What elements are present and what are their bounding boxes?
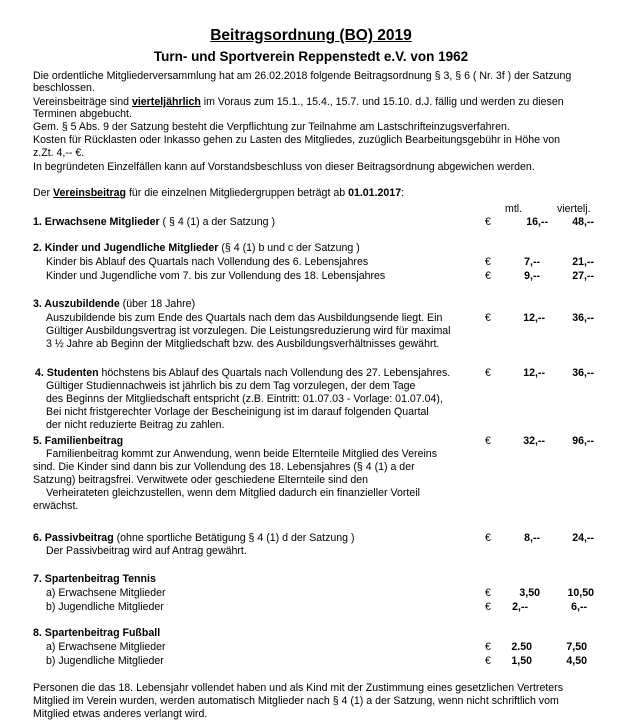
section-1-monthly: 16,-- <box>526 216 548 228</box>
section-4-note: höchstens bis Ablauf des Quartals nach Vollendung des 27. Lebensjahres. <box>98 367 451 379</box>
section-3-quarterly: 36,-- <box>572 312 594 324</box>
section-2-row-2-monthly: 9,-- <box>524 270 540 282</box>
footer-line-1: Personen die das 18. Lebensjahr vollendet haben und als Kind mit der Zustimmung eines gesetzlichen Vertreters <box>33 682 564 694</box>
section-4-line-1: Gültiger Studiennachweis ist jährlich bis zu dem Tag vorzulegen, der dem Tage <box>46 380 416 392</box>
section-2-row-1: Kinder bis Ablauf des Quartals nach Vollendung des 6. Lebensjahres <box>46 256 369 268</box>
intro-line-2: beschlossen. <box>33 82 95 94</box>
section-2-row-2: Kinder und Jugendliche vom 7. bis zur Vollendung des 18. Lebensjahres <box>46 270 386 282</box>
section-8-row-1-monthly: 2.50 <box>511 641 532 653</box>
currency-symbol: € <box>485 641 491 653</box>
section-6-title: 6. Passivbeitrag <box>33 532 114 544</box>
section-6-note: (ohne sportliche Betätigung § 4 (1) d der Satzung ) <box>113 532 355 544</box>
section-8-title: 8. Spartenbeitrag Fußball <box>33 627 161 639</box>
section-3-line-2: Gültiger Ausbildungsvertrag ist vorzulegen. Die Leistungsreduzierung wird für maximal <box>46 325 451 337</box>
section-2-row-1-quarterly: 21,-- <box>572 256 594 268</box>
intro-quarterly-emphasis: vierteljährlich <box>131 96 201 108</box>
section-8-row-2: b) Jugendliche Mitglieder <box>46 655 164 667</box>
section-5-line-3: Satzung) beitragsfrei. Verwitwete oder geschiedene Elternteile sind den <box>33 474 369 486</box>
club-subtitle: Turn- und Sportverein Reppenstedt e.V. von 1962 <box>153 49 469 64</box>
section-3-title: 3. Auszubildende <box>33 298 120 310</box>
section-8-row-2-quarterly: 4,50 <box>566 655 587 667</box>
section-3-line-3: 3 ½ Jahre ab Beginn der Mitgliedschaft bzw. des Ausbildungsverhältnisses gewährt. <box>46 338 440 350</box>
section-2-row-2-quarterly: 27,-- <box>572 270 594 282</box>
intro-line-4: Terminen abgebucht. <box>33 108 132 120</box>
intro-line-3-a: Vereinsbeiträge sind <box>33 96 132 108</box>
section-4-line-4: der nicht reduzierte Beitrag zu zahlen. <box>46 419 225 431</box>
section-5-quarterly: 96,-- <box>572 435 594 447</box>
currency-symbol: € <box>485 601 491 613</box>
section-4-quarterly: 36,-- <box>572 367 594 379</box>
section-4-line-3: Bei nicht fristgerechter Vorlage der Bescheinigung ist im darauf folgenden Quartal <box>46 406 429 418</box>
section-5-line-2: sind. Die Kinder sind dann bis zur Vollendung des 18. Lebensjahres (§ 4 (1) a der <box>33 461 415 473</box>
section-8-row-1: a) Erwachsene Mitglieder <box>46 641 166 653</box>
section-1-title: 1. Erwachsene Mitglieder <box>33 216 160 228</box>
section-4-title: 4. Studenten <box>35 367 99 379</box>
currency-symbol: € <box>485 216 491 228</box>
intro-line-6: Kosten für Rücklasten oder Inkasso gehen zu Lasten des Mitgliedes, zuzüglich Bearbeitungsgebühr in Höhe von <box>33 134 561 146</box>
document-title: Beitragsordnung (BO) 2019 <box>210 27 412 44</box>
lead-vereinsbeitrag: Vereinsbeitrag <box>53 187 127 199</box>
lead-a: Der <box>33 187 54 199</box>
intro-line-1: Die ordentliche Mitgliederversammlung hat am 26.02.2018 folgende Beitragsordnung § 3, § 6 ( Nr. 3f ) der Satzung <box>33 70 572 82</box>
section-3-line-1: Auszubildende bis zum Ende des Quartals nach dem das Ausbildungsende liegt. Ein <box>46 312 443 324</box>
section-2-row-1-monthly: 7,-- <box>524 256 540 268</box>
section-2-title: 2. Kinder und Jugendliche Mitglieder <box>33 242 219 254</box>
section-2-note: (§ 4 (1) b und c der Satzung ) <box>218 242 360 254</box>
currency-symbol: € <box>485 435 491 447</box>
section-4-line-2: des Beginns der Mitgliedschaft entspricht (z.B. Eintritt: 01.07.03 - Vorlage: 01.07.04), <box>46 393 443 405</box>
lead-c: für die einzelnen Mitgliedergruppen beträgt ab <box>126 187 349 199</box>
intro-line-3 <box>33 96 564 108</box>
section-6-quarterly: 24,-- <box>572 532 594 544</box>
currency-symbol: € <box>485 270 491 282</box>
section-6-line-1: Der Passivbeitrag wird auf Antrag gewährt. <box>46 545 247 557</box>
currency-symbol: € <box>485 256 491 268</box>
footer-line-2: Mitglied im Verein wurden, werden automatisch Mitglieder nach § 4 (1) a der Satzung, wenn nicht schriftlich vom <box>33 695 559 707</box>
section-3-heading <box>33 298 195 310</box>
intro-line-8: In begründeten Einzelfällen kann auf Vorstandsbeschluss von dieser Beitragsordnung abgewichen werden. <box>33 161 535 173</box>
column-header-quarterly: viertelj. <box>557 203 591 215</box>
section-5-title: 5. Familienbeitrag <box>33 435 124 447</box>
section-7-row-1-quarterly: 10,50 <box>567 587 594 599</box>
column-header-monthly: mtl. <box>505 203 523 215</box>
intro-line-3-c: im Voraus zum 15.1., 15.4., 15.7. und 15.10. d.J. fällig und werden zu diesen <box>200 96 564 108</box>
intro-line-7: z.Zt. 4,-- €. <box>33 147 85 159</box>
currency-symbol: € <box>485 367 491 379</box>
section-8-row-2-monthly: 1,50 <box>511 655 532 667</box>
section-6-heading <box>33 532 355 544</box>
section-5-line-4: Verheirateten gleichzustellen, wenn dem Mitglied dadurch ein finanzieller Vorteil <box>46 487 420 499</box>
footer-line-3: Mitglied etwas anderes verlangt wird. <box>33 708 208 720</box>
lead-date: 01.01.2017 <box>348 187 402 199</box>
intro-line-5: Gem. § 5 Abs. 9 der Satzung besteht die Verpflichtung zur Teilnahme am Lastschrifteinzugsverfahren. <box>33 121 510 133</box>
section-3-monthly: 12,-- <box>523 312 545 324</box>
lead-e: : <box>401 187 405 199</box>
section-6-monthly: 8,-- <box>524 532 540 544</box>
section-5-line-5: erwächst. <box>33 500 79 512</box>
fee-lead-sentence <box>33 187 404 199</box>
section-7-row-2-monthly: 2,-- <box>512 601 528 613</box>
section-7-row-2-quarterly: 6,-- <box>571 601 587 613</box>
section-7-row-1: a) Erwachsene Mitglieder <box>46 587 166 599</box>
currency-symbol: € <box>485 587 491 599</box>
section-7-row-1-monthly: 3,50 <box>519 587 540 599</box>
section-7-title: 7. Spartenbeitrag Tennis <box>33 573 156 585</box>
currency-symbol: € <box>485 532 491 544</box>
section-3-note: (über 18 Jahre) <box>119 298 196 310</box>
currency-symbol: € <box>485 655 491 667</box>
section-1-quarterly: 48,-- <box>572 216 594 228</box>
section-2-heading <box>33 242 360 254</box>
section-4-heading <box>35 367 450 379</box>
currency-symbol: € <box>485 312 491 324</box>
section-1-heading <box>33 216 275 228</box>
section-1-note: ( § 4 (1) a der Satzung ) <box>159 216 276 228</box>
section-4-monthly: 12,-- <box>523 367 545 379</box>
section-8-row-1-quarterly: 7,50 <box>566 641 587 653</box>
section-5-monthly: 32,-- <box>523 435 545 447</box>
section-5-line-1: Familienbeitrag kommt zur Anwendung, wenn beide Elternteile Mitglied des Vereins <box>46 448 438 460</box>
section-7-row-2: b) Jugendliche Mitglieder <box>46 601 164 613</box>
